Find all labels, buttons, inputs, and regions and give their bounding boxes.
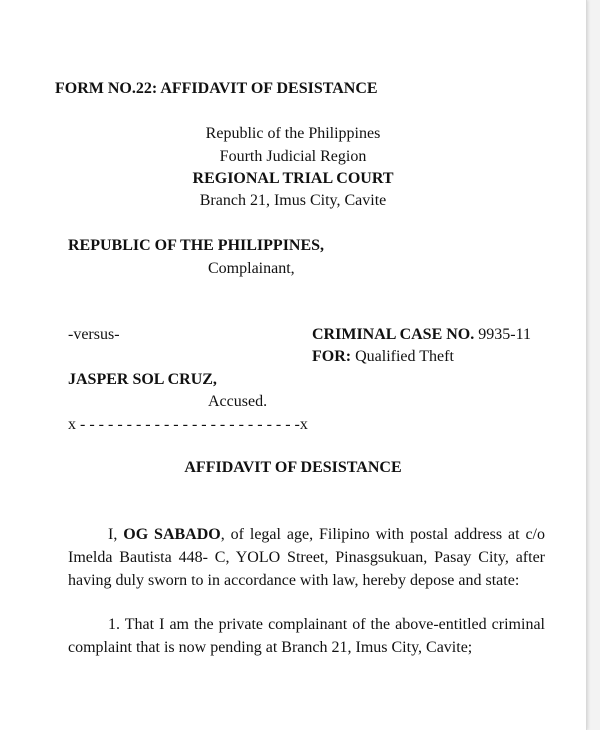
court-header-line1: Republic of the Philippines [205,125,381,142]
form-title: FORM NO.22: AFFIDAVIT OF DESISTANCE [55,80,378,97]
court-header-line3: REGIONAL TRIAL COURT [192,170,394,187]
case-number-line [312,325,531,345]
case-number-value: 9935-11 [478,326,531,343]
paragraph-intro [68,523,545,592]
affidavit-heading: AFFIDAVIT OF DESISTANCE [184,459,402,476]
intro-prefix: I, [108,526,118,543]
accused-name: JASPER SOL CRUZ, [68,371,217,388]
complainant-role: Complainant, [208,260,295,277]
intro-text: , of legal age, Filipino with postal address at c/o Imelda Bautista 448- C, YOLO Street, Pinasgsukuan, Pasay City, after having duly sworn to in accordance with law, hereby depose and state: [68,526,546,589]
complainant-name: REPUBLIC OF THE PHILIPPINES, [68,237,325,254]
court-header-line2: Fourth Judicial Region [219,148,367,165]
affiant-name: OG SABADO [123,526,221,543]
court-header-line4: Branch 21, Imus City, Cavite [199,192,387,209]
case-offense-line [312,347,454,367]
paragraph-1: 1. That I am the private complainant of the above-entitled criminal complaint that is now pending at Branch 21, Imus City, Cavite; [68,616,545,656]
caption-separator: x - - - - - - - - - - - - - - - - - - - - - - - -x [68,416,308,433]
accused-role: Accused. [208,393,268,410]
case-number-label: CRIMINAL CASE NO. [312,326,475,343]
versus-label: -versus- [68,326,120,343]
case-for-label: FOR: [312,348,352,365]
case-for-value: Qualified Theft [355,348,454,365]
